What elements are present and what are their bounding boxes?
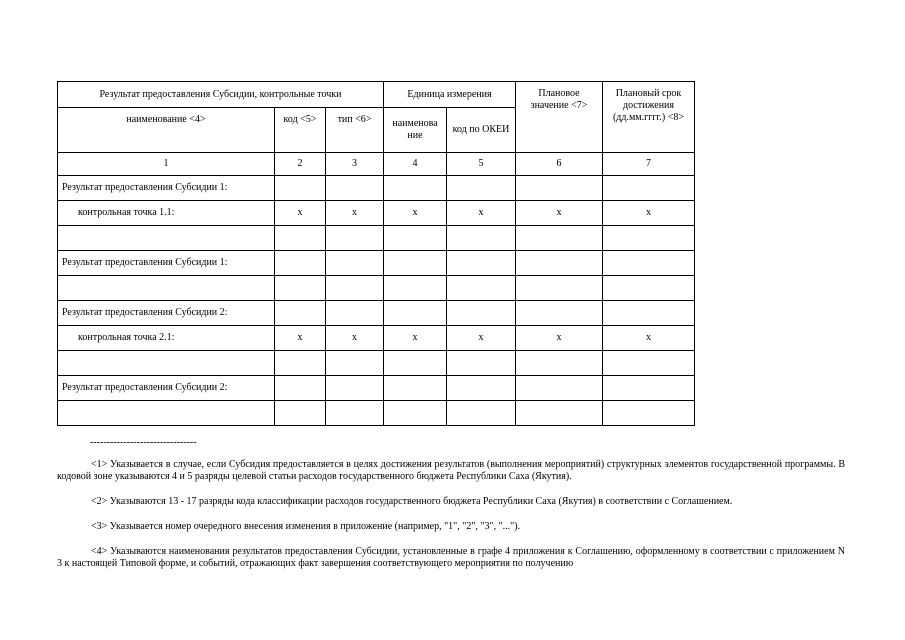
- cell: [516, 226, 603, 251]
- table-row: [58, 251, 695, 276]
- header-okei: код по ОКЕИ: [447, 108, 516, 153]
- header-unit-name: наименова ние: [384, 108, 447, 153]
- cell: [447, 351, 516, 376]
- cell: [275, 176, 326, 201]
- cell: [447, 176, 516, 201]
- cell: [326, 401, 384, 426]
- column-number: 6: [516, 153, 603, 176]
- row-label: Результат предоставления Субсидии 1:: [58, 176, 275, 201]
- row-label: [58, 401, 275, 426]
- column-number: 2: [275, 153, 326, 176]
- cell: [447, 226, 516, 251]
- table-row: [58, 326, 695, 351]
- footnote-3: <3> Указывается номер очередного внесения изменения в приложение (например, "1", "2", "3", "...").: [91, 521, 521, 532]
- cell: [603, 276, 695, 301]
- cell: [326, 226, 384, 251]
- table-row: [58, 276, 695, 301]
- cell: [275, 226, 326, 251]
- footnote-separator: --------------------------------: [90, 437, 197, 448]
- header-name: наименование <4>: [58, 108, 275, 153]
- cell: x: [603, 201, 695, 226]
- cell: [326, 351, 384, 376]
- cell: x: [326, 201, 384, 226]
- row-label: контрольная точка 1.1:: [58, 201, 275, 226]
- cell: [326, 176, 384, 201]
- cell: [603, 401, 695, 426]
- cell: [603, 351, 695, 376]
- cell: [275, 376, 326, 401]
- footnote-4: <4> Указываются наименования результатов предоставления Субсидии, установленные в графе 4 приложения к Соглашению, оформленному в соответствии с приложением N 3 к настоящей Типовой форме, и событий, отражающих факт завершения соответствующего мероприятия по получению: [57, 546, 845, 569]
- table-row: [58, 376, 695, 401]
- cell: x: [384, 201, 447, 226]
- table-row: [58, 351, 695, 376]
- cell: x: [275, 326, 326, 351]
- cell: [447, 301, 516, 326]
- row-label: [58, 226, 275, 251]
- header-type: тип <6>: [326, 108, 384, 153]
- cell: [384, 401, 447, 426]
- cell: x: [275, 201, 326, 226]
- footnote-1: <1> Указывается в случае, если Субсидия предоставляется в целях достижения результатов (выполнения мероприятий) структурных элементов государственной программы. В кодовой зоне указываются 4 и 5 разряды целевой статьи расходов государственного бюджета Республики Саха (Якутия).: [57, 459, 845, 482]
- cell: x: [516, 201, 603, 226]
- cell: x: [447, 201, 516, 226]
- header-row-1: [58, 82, 695, 108]
- cell: [275, 276, 326, 301]
- cell: x: [516, 326, 603, 351]
- table-row: [58, 201, 695, 226]
- cell: [384, 301, 447, 326]
- cell: [516, 376, 603, 401]
- cell: x: [603, 326, 695, 351]
- cell: [326, 276, 384, 301]
- row-label: контрольная точка 2.1:: [58, 326, 275, 351]
- cell: [603, 251, 695, 276]
- cell: [384, 276, 447, 301]
- cell: [384, 176, 447, 201]
- row-label: Результат предоставления Субсидии 2:: [58, 376, 275, 401]
- footnotes: [57, 459, 845, 583]
- cell: [516, 401, 603, 426]
- table-row: [58, 401, 695, 426]
- cell: [516, 276, 603, 301]
- cell: x: [326, 326, 384, 351]
- cell: [275, 401, 326, 426]
- row-label: Результат предоставления Субсидии 1:: [58, 251, 275, 276]
- header-result-group: Результат предоставления Субсидии, контрольные точки: [58, 82, 384, 108]
- cell: [603, 176, 695, 201]
- cell: x: [384, 326, 447, 351]
- cell: x: [447, 326, 516, 351]
- cell: [275, 301, 326, 326]
- column-number: 3: [326, 153, 384, 176]
- cell: [516, 176, 603, 201]
- row-label: [58, 351, 275, 376]
- table-row: [58, 176, 695, 201]
- cell: [384, 376, 447, 401]
- row-label: Результат предоставления Субсидии 2:: [58, 301, 275, 326]
- cell: [384, 226, 447, 251]
- column-number: 4: [384, 153, 447, 176]
- cell: [384, 251, 447, 276]
- column-number: 5: [447, 153, 516, 176]
- cell: [326, 376, 384, 401]
- cell: [275, 351, 326, 376]
- column-number-row: [58, 153, 695, 176]
- cell: [447, 376, 516, 401]
- header-unit-group: Единица измерения: [384, 82, 516, 108]
- cell: [326, 301, 384, 326]
- cell: [516, 301, 603, 326]
- cell: [275, 251, 326, 276]
- cell: [447, 251, 516, 276]
- row-label: [58, 276, 275, 301]
- column-number: 7: [603, 153, 695, 176]
- footnote-2: <2> Указываются 13 - 17 разряды кода классификации расходов государственного бюджета Республики Саха (Якутия) в соответствии с Соглашением.: [91, 496, 733, 507]
- header-code: код <5>: [275, 108, 326, 153]
- cell: [603, 376, 695, 401]
- cell: [603, 226, 695, 251]
- cell: [516, 351, 603, 376]
- table-row: [58, 301, 695, 326]
- cell: [326, 251, 384, 276]
- results-table: [57, 81, 695, 426]
- cell: [516, 251, 603, 276]
- column-number: 1: [58, 153, 275, 176]
- header-plan-value: Плановое значение <7>: [516, 82, 603, 153]
- cell: [603, 301, 695, 326]
- table-row: [58, 226, 695, 251]
- cell: [447, 276, 516, 301]
- cell: [384, 351, 447, 376]
- cell: [447, 401, 516, 426]
- header-plan-date: Плановый срок достижения (дд.мм.гггг.) <8>: [603, 82, 695, 153]
